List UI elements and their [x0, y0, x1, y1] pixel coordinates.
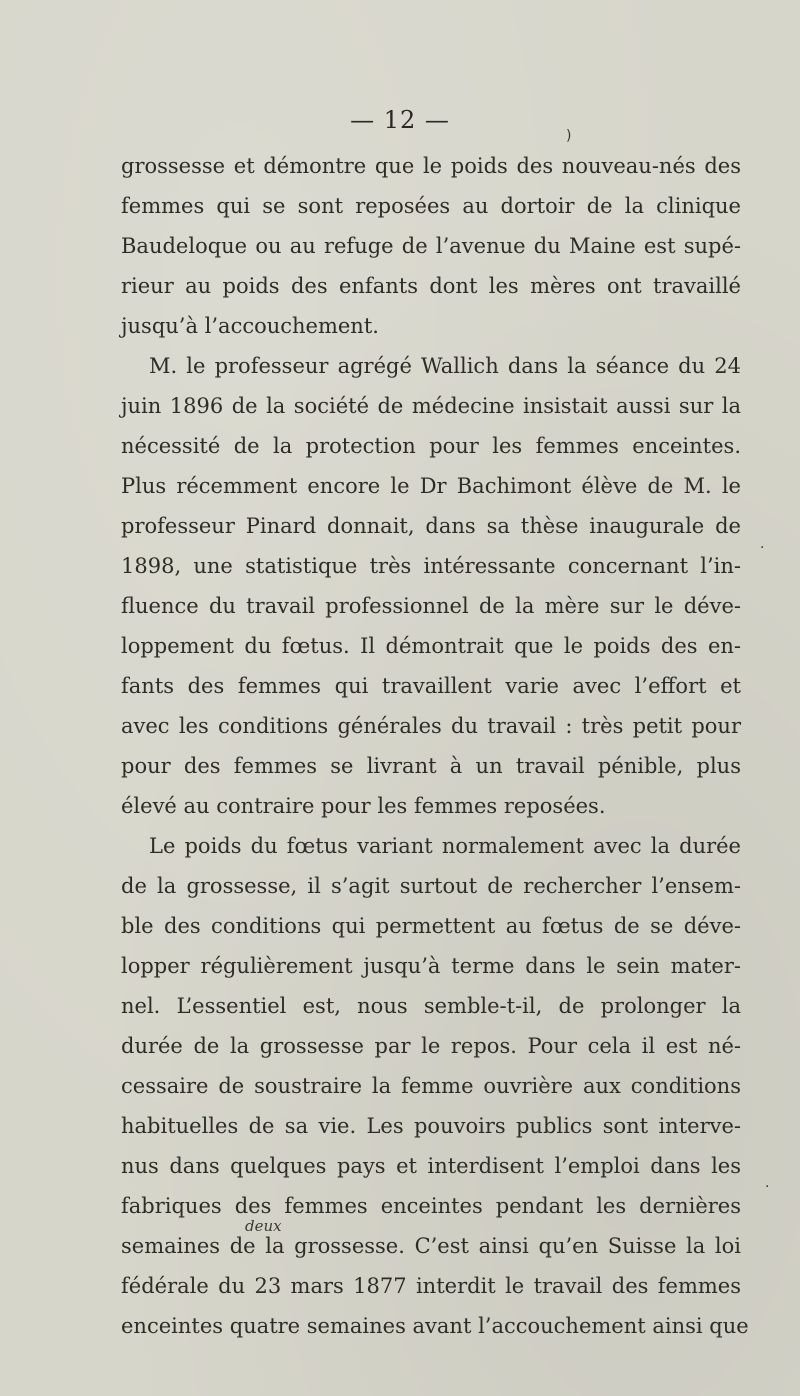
- text-line: pour des femmes se livrant à un travail pénible, plus: [121, 754, 741, 778]
- stray-mark: .: [760, 536, 765, 552]
- text-line: Le poids du fœtus variant normalement avec la durée: [149, 834, 741, 858]
- text-line: Plus récemment encore le Dr Bachimont élève de M. le: [121, 474, 741, 498]
- text-line: juin 1896 de la société de médecine insistait aussi sur la: [121, 394, 741, 418]
- text-line: avec les conditions générales du travail : très petit pour: [121, 714, 741, 738]
- text-line: élevé au contraire pour les femmes reposées.: [121, 794, 606, 818]
- text-line: ble des conditions qui permettent au fœtus de se déve-: [121, 914, 741, 938]
- text-line: fluence du travail professionnel de la mère sur le déve-: [121, 594, 741, 618]
- text-line: nus dans quelques pays et interdisent l’emploi dans les: [121, 1154, 741, 1178]
- text-line: durée de la grossesse par le repos. Pour cela il est né-: [121, 1034, 741, 1058]
- stray-mark: .: [765, 1175, 770, 1191]
- text-line: lopper régulièrement jusqu’à terme dans le sein mater-: [121, 954, 741, 978]
- text-line: professeur Pinard donnait, dans sa thèse inaugurale de: [121, 514, 741, 538]
- text-line: loppement du fœtus. Il démontrait que le poids des en-: [121, 634, 741, 658]
- text-line: M. le professeur agrégé Wallich dans la séance du 24: [149, 354, 741, 378]
- body-text: [121, 146, 749, 1346]
- text-line: enceintes quatre semaines avant l’accouchement ainsi que: [121, 1314, 749, 1338]
- text-line: de la grossesse, il s’agit surtout de rechercher l’ensem-: [121, 874, 741, 898]
- page-number: — 12 —: [350, 106, 450, 134]
- text-line: habituelles de sa vie. Les pouvoirs publics sont interve-: [121, 1114, 741, 1138]
- text-line: Baudeloque ou au refuge de l’avenue du Maine est supé-: [121, 234, 741, 258]
- text-line: fants des femmes qui travaillent varie avec l’effort et: [121, 674, 741, 698]
- text-line: fédérale du 23 mars 1877 interdit le travail des femmes: [121, 1274, 741, 1298]
- stray-mark: ): [566, 128, 572, 144]
- text-line: semaines de la grossesse. C’est ainsi qu’en Suisse la loi: [121, 1234, 741, 1258]
- text-line: rieur au poids des enfants dont les mères ont travaillé: [121, 274, 741, 298]
- text-line: 1898, une statistique très intéressante concernant l’in-: [121, 554, 741, 578]
- text-line: femmes qui se sont reposées au dortoir de la clinique: [121, 194, 741, 218]
- text-line: fabriques des femmes enceintes pendant les dernières: [121, 1194, 741, 1218]
- text-line: nécessité de la protection pour les femmes enceintes.: [121, 434, 741, 458]
- text-line: jusqu’à l’accouchement.: [121, 314, 379, 338]
- text-line: grossesse et démontre que le poids des nouveau-nés des: [121, 154, 741, 178]
- handwritten-correction: deux: [245, 1217, 282, 1235]
- text-line: cessaire de soustraire la femme ouvrière aux conditions: [121, 1074, 741, 1098]
- text-line: nel. L’essentiel est, nous semble-t-il, de prolonger la: [121, 994, 741, 1018]
